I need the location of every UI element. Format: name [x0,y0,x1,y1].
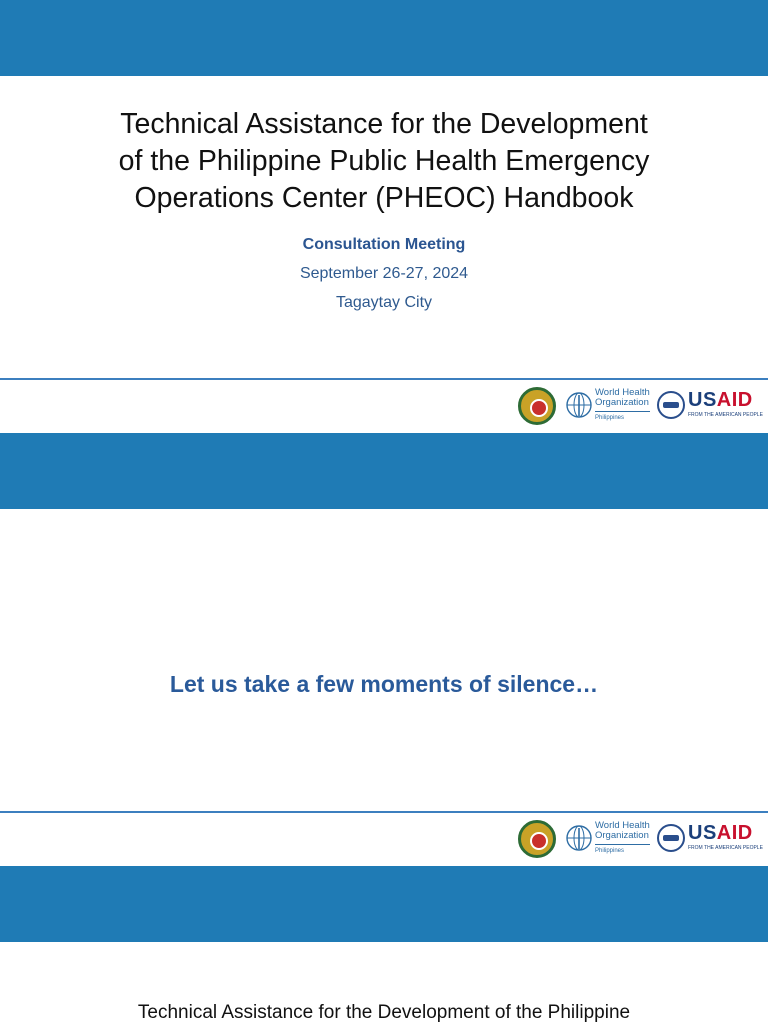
who-emblem-icon [565,824,593,852]
slide2-top-band [0,433,768,509]
doh-seal-icon [518,387,556,425]
slide3-title: Technical Assistance for the Development of the Philippine [137,1002,631,1023]
doh-seal-icon [518,820,556,858]
moment-of-silence-text: Let us take a few moments of silence… [169,671,599,697]
usaid-us: US [688,389,717,411]
slide2-divider [0,811,768,813]
meeting-dates: September 26-27, 2024 [299,265,469,282]
usaid-aid: AID [716,822,753,844]
who-country: Philippines [595,844,650,856]
usaid-seal-icon [657,824,685,852]
slide3-top-band [0,866,768,942]
slide1-title-line-2: of the Philippine Public Health Emergency [118,145,650,177]
who-line-1: World Health [595,387,650,398]
who-line-2: Organization [595,830,649,841]
who-line-1: World Health [595,820,650,831]
usaid-aid: AID [716,389,753,411]
meeting-location: Tagaytay City [335,294,433,311]
who-wordmark [595,821,650,856]
slide1-title-line-1: Technical Assistance for the Development [120,108,648,140]
who-emblem-icon [565,391,593,419]
slide2-partner-logos [518,818,763,862]
slide1-title [0,106,768,217]
usaid-seal-icon [657,391,685,419]
usaid-tagline: FROM THE AMERICAN PEOPLE [688,845,763,851]
usaid-us: US [688,822,717,844]
usaid-wordmark [688,822,753,845]
slide1-partner-logos [518,385,763,429]
who-wordmark [595,388,650,423]
slide1-top-band [0,0,768,76]
who-line-2: Organization [595,397,649,408]
who-country: Philippines [595,411,650,423]
usaid-wordmark [688,389,753,412]
usaid-tagline: FROM THE AMERICAN PEOPLE [688,412,763,418]
slide1-divider [0,378,768,380]
slide1-title-line-3: Operations Center (PHEOC) Handbook [134,182,634,214]
meeting-label: Consultation Meeting [302,236,466,253]
